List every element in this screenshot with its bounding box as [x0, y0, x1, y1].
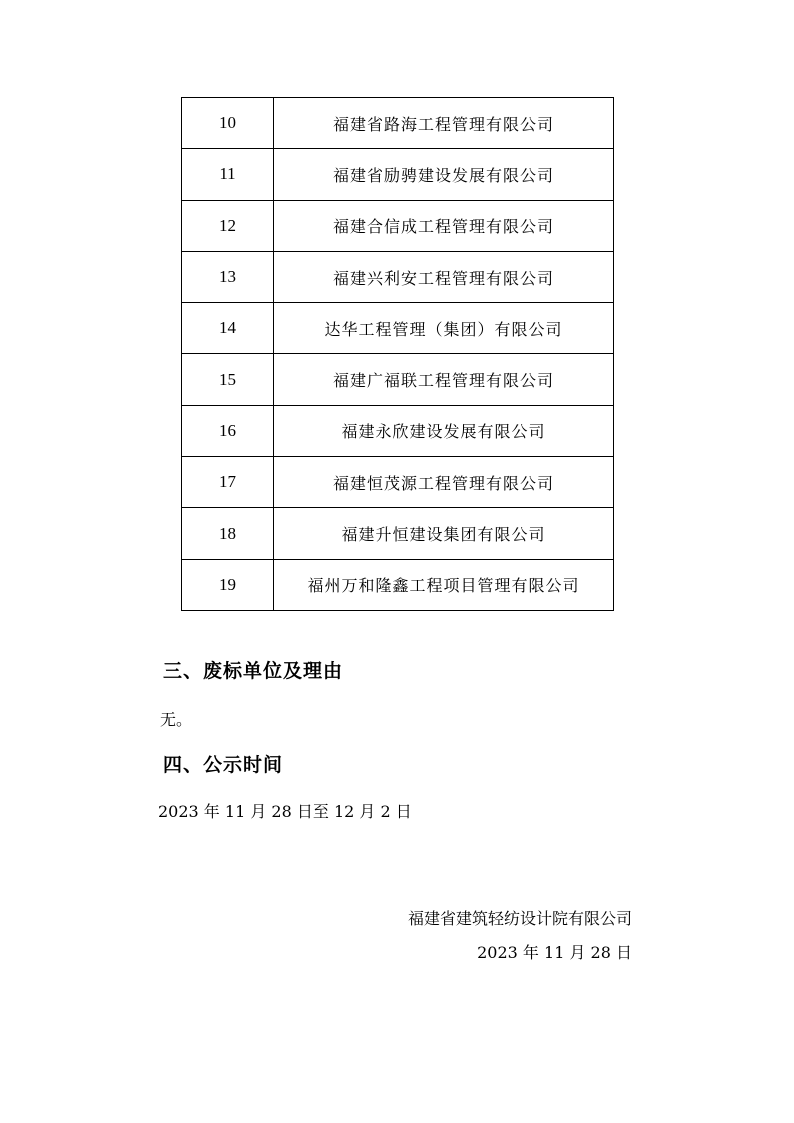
table-row [182, 251, 614, 302]
row-index: 18 [182, 508, 274, 559]
table-row [182, 354, 614, 405]
row-company: 福州万和隆鑫工程项目管理有限公司 [274, 559, 614, 610]
row-company: 福建升恒建设集团有限公司 [274, 508, 614, 559]
table-row [182, 405, 614, 456]
row-company: 福建广福联工程管理有限公司 [274, 354, 614, 405]
row-index: 19 [182, 559, 274, 610]
row-company: 福建省路海工程管理有限公司 [274, 98, 614, 149]
row-company: 福建合信成工程管理有限公司 [274, 200, 614, 251]
row-index: 15 [182, 354, 274, 405]
units-table-body [182, 98, 614, 611]
row-index: 12 [182, 200, 274, 251]
row-company: 福建省励骋建设发展有限公司 [274, 149, 614, 200]
table-row [182, 98, 614, 149]
signature-date: 2023 年 11 月 28 日 [477, 943, 632, 962]
row-company: 福建永欣建设发展有限公司 [274, 405, 614, 456]
section3-heading: 三、废标单位及理由 [163, 660, 344, 682]
row-index: 11 [182, 149, 274, 200]
table-row [182, 200, 614, 251]
row-company: 福建恒茂源工程管理有限公司 [274, 457, 614, 508]
table-row [182, 559, 614, 610]
signature-org: 福建省建筑轻纺设计院有限公司 [407, 909, 632, 928]
table-row [182, 149, 614, 200]
table-row [182, 457, 614, 508]
section3-body: 无。 [160, 710, 193, 729]
row-company: 福建兴利安工程管理有限公司 [274, 251, 614, 302]
row-company: 达华工程管理（集团）有限公司 [274, 303, 614, 354]
section4-body: 2023 年 11 月 28 日至 12 月 2 日 [158, 802, 412, 821]
table-row [182, 303, 614, 354]
row-index: 13 [182, 251, 274, 302]
row-index: 16 [182, 405, 274, 456]
row-index: 17 [182, 457, 274, 508]
section4-heading: 四、公示时间 [163, 754, 284, 776]
row-index: 14 [182, 303, 274, 354]
table-row [182, 508, 614, 559]
units-table [181, 97, 614, 611]
row-index: 10 [182, 98, 274, 149]
